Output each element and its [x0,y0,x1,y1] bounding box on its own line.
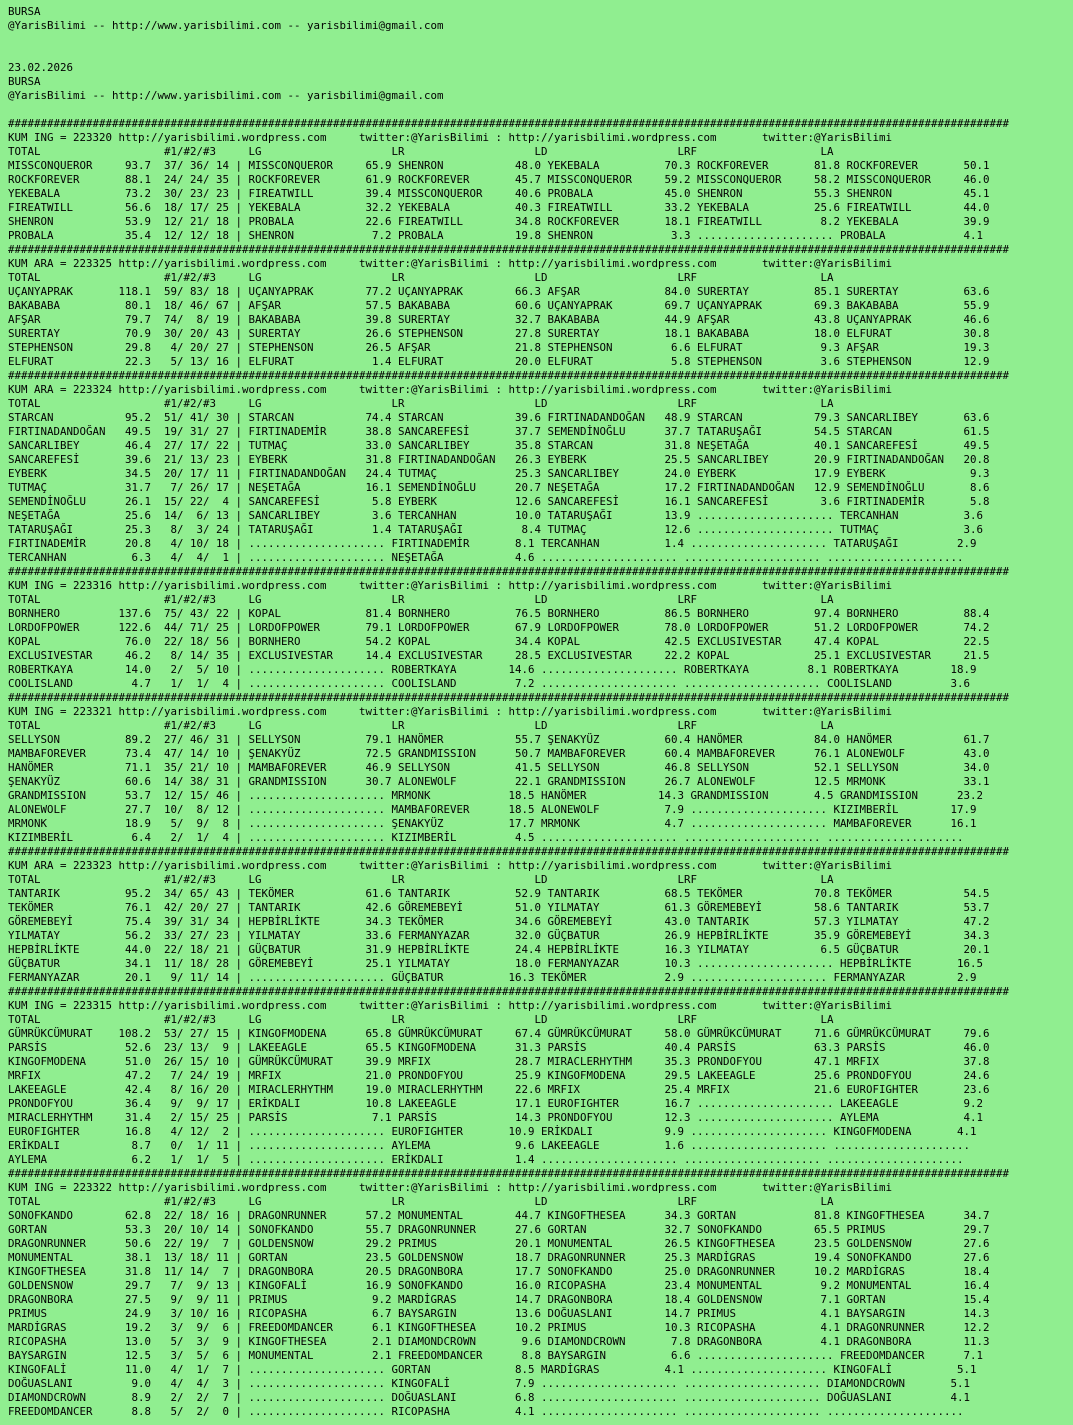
column-header: TOTAL #1/#2/#3 LG LR LD LRF LA [8,145,834,158]
report-line: ERİKDALI 8.7 0/ 1/ 11 | ..................... AYLEMA 9.6 LAKEEAGLE 1.6 ..................... ..................... [8,1139,971,1152]
report-line: MRMONK 18.9 5/ 9/ 8 | ..................... ŞENAKYÜZ 17.7 MRMONK 4.7 ..................... MAMBAFOREVER 16.1 [8,817,977,830]
report-line: KINGOFMODENA 51.0 26/ 15/ 10 | GÜMRÜKCÜMURAT 39.9 MRFIX 28.7 MIRACLERHYTHM 35.3 PRONDOFYOU 47.1 MRFIX 37.8 [8,1055,990,1068]
report-line: ŞENAKYÜZ 60.6 14/ 38/ 31 | GRANDMISSION 30.7 ALONEWOLF 22.1 GRANDMISSION 26.7 ALONEWOLF 12.5 MRMONK 33.1 [8,775,990,788]
race-header: KUM ING = 223316 http://yarisbilimi.wordpress.com twitter:@YarisBilimi : http://yarisbilimi.wordpress.com twitter:@YarisBilimi [8,579,893,592]
report-line: FIREATWILL 56.6 18/ 17/ 25 | YEKEBALA 32.2 YEKEBALA 40.3 FIREATWILL 33.2 YEKEBALA 25.6 FIREATWILL 44.0 [8,201,990,214]
report-line: DIAMONDCROWN 8.9 2/ 2/ 7 | ..................... DOĞUASLANI 6.8 ..................... ..................... DOĞUASLANI 4.1 [8,1391,971,1404]
report-line: BORNHERO 137.6 75/ 43/ 22 | KOPAL 81.4 BORNHERO 76.5 BORNHERO 86.5 BORNHERO 97.4 BORNHERO 88.4 [8,607,990,620]
report-line: EYBERK 34.5 20/ 17/ 11 | FIRTINADANDOĞAN 24.4 TUTMAÇ 25.3 SANCARLIBEY 24.0 EYBERK 17.9 EYBERK 9.3 [8,467,990,480]
column-header: TOTAL #1/#2/#3 LG LR LD LRF LA [8,873,834,886]
report-line: EUROFIGHTER 16.8 4/ 12/ 2 | ..................... EUROFIGHTER 10.9 ERİKDALI 9.9 ..................... KINGOFMODENA 4.1 [8,1125,977,1138]
report-line: SANCARLIBEY 46.4 27/ 17/ 22 | TUTMAÇ 33.0 SANCARLIBEY 35.8 STARCAN 31.8 NEŞETAĞA 40.1 SANCAREFESİ 49.5 [8,439,990,452]
report-line: SHENRON 53.9 12/ 21/ 18 | PROBALA 22.6 FIREATWILL 34.8 ROCKFOREVER 18.1 FIREATWILL 8.2 YEKEBALA 39.9 [8,215,990,228]
report-line: GOLDENSNOW 29.7 7/ 9/ 13 | KINGOFALİ 16.9 SONOFKANDO 16.0 RICOPASHA 23.4 MONUMENTAL 9.2 MONUMENTAL 16.4 [8,1279,990,1292]
report-line: MONUMENTAL 38.1 13/ 18/ 11 | GORTAN 23.5 GOLDENSNOW 18.7 DRAGONRUNNER 25.3 MARDİGRAS 19.4 SONOFKANDO 27.6 [8,1251,990,1264]
report-line: PRONDOFYOU 36.4 9/ 9/ 17 | ERİKDALI 10.8 LAKEEAGLE 17.1 EUROFIGHTER 16.7 ..................... LAKEEAGLE 9.2 [8,1097,984,1110]
report-line: BAYSARGIN 12.5 3/ 5/ 6 | MONUMENTAL 2.1 FREEDOMDANCER 8.8 BAYSARGIN 6.6 ..................... FREEDOMDANCER 7.1 [8,1349,984,1362]
report-line: FIRTINADEMİR 20.8 4/ 10/ 18 | ..................... FIRTINADEMİR 8.1 TERCANHAN 1.4 ..................... TATARUŞAĞI 2.9 [8,537,977,550]
report-line: YEKEBALA 73.2 30/ 23/ 23 | FIREATWILL 39.4 MISSCONQUEROR 40.6 PROBALA 45.0 SHENRON 55.3 SHENRON 45.1 [8,187,990,200]
report-line: RICOPASHA 13.0 5/ 3/ 9 | KINGOFTHESEA 2.1 DIAMONDCROWN 9.6 DIAMONDCROWN 7.8 DRAGONBORA 4.1 DRAGONBORA 11.3 [8,1335,990,1348]
report-line: KOPAL 76.0 22/ 18/ 56 | BORNHERO 54.2 KOPAL 34.4 KOPAL 42.5 EXCLUSIVESTAR 47.4 KOPAL 22.5 [8,635,990,648]
column-header: TOTAL #1/#2/#3 LG LR LD LRF LA [8,1013,834,1026]
report-line: MISSCONQUEROR 93.7 37/ 36/ 14 | MISSCONQUEROR 65.9 SHENRON 48.0 YEKEBALA 70.3 ROCKFOREVER 81.8 ROCKFOREVER 50.1 [8,159,990,172]
race-header: KUM ING = 223322 http://yarisbilimi.wordpress.com twitter:@YarisBilimi : http://yarisbilimi.wordpress.com twitter:@YarisBilimi [8,1181,893,1194]
report-line: TEKÖMER 76.1 42/ 20/ 27 | TANTARIK 42.6 GÖREMEBEYİ 51.0 YILMATAY 61.3 GÖREMEBEYİ 58.6 TANTARIK 53.7 [8,901,990,914]
report-line: AYLEMA 6.2 1/ 1/ 5 | ..................... ERİKDALI 1.4 ..................... ..................... ..................... [8,1153,964,1166]
report-line: PRIMUS 24.9 3/ 10/ 16 | RICOPASHA 6.7 BAYSARGIN 13.6 DOĞUASLANI 14.7 PRIMUS 4.1 BAYSARGIN 14.3 [8,1307,990,1320]
report-line: DOĞUASLANI 9.0 4/ 4/ 3 | ..................... KINGOFALİ 7.9 ..................... ..................... DIAMONDCROWN 5.1 [8,1377,971,1390]
report-line: TERCANHAN 6.3 4/ 4/ 1 | ..................... NEŞETAĞA 4.6 ..................... ..................... ..................... [8,551,964,564]
report-line: TATARUŞAĞI 25.3 8/ 3/ 24 | TATARUŞAĞI 1.4 TATARUŞAĞI 8.4 TUTMAÇ 12.6 ..................... TUTMAÇ 3.6 [8,523,984,536]
report-line: FERMANYAZAR 20.1 9/ 11/ 14 | ..................... GÜÇBATUR 16.3 TEKÖMER 2.9 ..................... FERMANYAZAR 2.9 [8,971,977,984]
blank-line [8,47,1073,61]
report-line: SURERTAY 70.9 30/ 20/ 43 | SURERTAY 26.6 STEPHENSON 27.8 SURERTAY 18.1 BAKABABA 18.0 ELFURAT 30.8 [8,327,990,340]
report-line: TUTMAÇ 31.7 7/ 26/ 17 | NEŞETAĞA 16.1 SEMENDİNOĞLU 20.7 NEŞETAĞA 17.2 FIRTINADANDOĞAN 12.9 SEMENDİNOĞLU 8.6 [8,481,990,494]
report-line: ELFURAT 22.3 5/ 13/ 16 | ELFURAT 1.4 ELFURAT 20.0 ELFURAT 5.8 STEPHENSON 3.6 STEPHENSON 12.9 [8,355,990,368]
report-line: ROCKFOREVER 88.1 24/ 24/ 35 | ROCKFOREVER 61.9 ROCKFOREVER 45.7 MISSCONQUEROR 59.2 MISSCONQUEROR 58.2 MISSCONQUEROR 46.0 [8,173,990,186]
report-line: GÖREMEBEYİ 75.4 39/ 31/ 34 | HEPBİRLİKTE 34.3 TEKÖMER 34.6 GÖREMEBEYİ 43.0 TANTARIK 57.3 YILMATAY 47.2 [8,915,990,928]
report-line: BURSA [8,5,41,18]
race-header: KUM ARA = 223323 http://yarisbilimi.wordpress.com twitter:@YarisBilimi : http://yarisbilimi.wordpress.com twitter:@YarisBilimi [8,859,893,872]
report-line: SONOFKANDO 62.8 22/ 18/ 16 | DRAGONRUNNER 57.2 MONUMENTAL 44.7 KINGOFTHESEA 34.3 GORTAN 81.8 KINGOFTHESEA 34.7 [8,1209,990,1222]
report-line: GORTAN 53.3 20/ 10/ 14 | SONOFKANDO 55.7 DRAGONRUNNER 27.6 GORTAN 32.7 SONOFKANDO 65.5 PRIMUS 29.7 [8,1223,990,1236]
report-line: SANCAREFESİ 39.6 21/ 13/ 23 | EYBERK 31.8 FIRTINADANDOĞAN 26.3 EYBERK 25.5 SANCARLIBEY 20.9 FIRTINADANDOĞAN 20.8 [8,453,990,466]
column-header: TOTAL #1/#2/#3 LG LR LD LRF LA [8,271,834,284]
report-line: ALONEWOLF 27.7 10/ 8/ 12 | ..................... MAMBAFOREVER 18.5 ALONEWOLF 7.9 ..................... KIZIMBERİL 17.9 [8,803,977,816]
report-line: 23.02.2026 [8,61,74,74]
report-line: LORDOFPOWER 122.6 44/ 71/ 25 | LORDOFPOWER 79.1 LORDOFPOWER 67.9 LORDOFPOWER 78.0 LORDOFPOWER 51.2 LORDOFPOWER 74.2 [8,621,990,634]
section-divider: ########################################################################################################################################################## [8,985,1010,998]
blank-line [8,33,1073,47]
report-line: EXCLUSIVESTAR 46.2 8/ 14/ 35 | EXCLUSIVESTAR 14.4 EXCLUSIVESTAR 28.5 EXCLUSIVESTAR 22.2 KOPAL 25.1 EXCLUSIVESTAR 21.5 [8,649,990,662]
report-line: MIRACLERHYTHM 31.4 2/ 15/ 25 | PARSİS 7.1 PARSİS 14.3 PRONDOFYOU 12.3 ..................... AYLEMA 4.1 [8,1111,984,1124]
report-line: FIRTINADANDOĞAN 49.5 19/ 31/ 27 | FIRTINADEMİR 38.8 SANCAREFESİ 37.7 SEMENDİNOĞLU 37.7 TATARUŞAĞI 54.5 STARCAN 61.5 [8,425,990,438]
section-divider: ########################################################################################################################################################## [8,117,1010,130]
race-header: KUM ARA = 223324 http://yarisbilimi.wordpress.com twitter:@YarisBilimi : http://yarisbilimi.wordpress.com twitter:@YarisBilimi [8,383,893,396]
report-line: GÜÇBATUR 34.1 11/ 18/ 28 | GÖREMEBEYİ 25.1 YILMATAY 18.0 FERMANYAZAR 10.3 ..................... HEPBİRLİKTE 16.5 [8,957,984,970]
report-line: MARDİGRAS 19.2 3/ 9/ 6 | FREEDOMDANCER 6.1 KINGOFTHESEA 10.2 PRIMUS 10.3 RICOPASHA 4.1 DRAGONRUNNER 12.2 [8,1321,990,1334]
report-line: PROBALA 35.4 12/ 12/ 18 | SHENRON 7.2 PROBALA 19.8 SHENRON 3.3 ..................... PROBALA 4.1 [8,229,984,242]
report-line: YILMATAY 56.2 33/ 27/ 23 | YILMATAY 33.6 FERMANYAZAR 32.0 GÜÇBATUR 26.9 HEPBİRLİKTE 35.9 GÖREMEBEYİ 34.3 [8,929,990,942]
report-line: @YarisBilimi -- http://www.yarisbilimi.com -- yarisbilimi@gmail.com [8,89,444,102]
report-line: NEŞETAĞA 25.6 14/ 6/ 13 | SANCARLIBEY 3.6 TERCANHAN 10.0 TATARUŞAĞI 13.9 ..................... TERCANHAN 3.6 [8,509,984,522]
blank-line [8,103,1073,117]
column-header: TOTAL #1/#2/#3 LG LR LD LRF LA [8,397,834,410]
report-line: KINGOFTHESEA 31.8 11/ 14/ 7 | DRAGONBORA 20.5 DRAGONBORA 17.7 SONOFKANDO 25.0 DRAGONRUNNER 10.2 MARDİGRAS 18.4 [8,1265,990,1278]
race-header: KUM ING = 223321 http://yarisbilimi.wordpress.com twitter:@YarisBilimi : http://yarisbilimi.wordpress.com twitter:@YarisBilimi [8,705,893,718]
report-line: STARCAN 95.2 51/ 41/ 30 | STARCAN 74.4 STARCAN 39.6 FIRTINADANDOĞAN 48.9 STARCAN 79.3 SANCARLIBEY 63.6 [8,411,990,424]
section-divider: ########################################################################################################################################################## [8,1167,1010,1180]
report-line: HANÖMER 71.1 35/ 21/ 10 | MAMBAFOREVER 46.9 SELLYSON 41.5 SELLYSON 46.8 SELLYSON 52.1 SELLYSON 34.0 [8,761,990,774]
report-line: BURSA [8,75,41,88]
section-divider: ########################################################################################################################################################## [8,691,1010,704]
report-line: COOLISLAND 4.7 1/ 1/ 4 | ..................... COOLISLAND 7.2 ..................... ..................... COOLISLAND 3.6 [8,677,971,690]
section-divider: ########################################################################################################################################################## [8,565,1010,578]
report-line: @YarisBilimi -- http://www.yarisbilimi.com -- yarisbilimi@gmail.com [8,19,444,32]
report-line: UÇANYAPRAK 118.1 59/ 83/ 18 | UÇANYAPRAK 77.2 UÇANYAPRAK 66.3 AFŞAR 84.0 SURERTAY 85.1 SURERTAY 63.6 [8,285,990,298]
report-line: SEMENDİNOĞLU 26.1 15/ 22/ 4 | SANCAREFESİ 5.8 EYBERK 12.6 SANCAREFESİ 16.1 SANCAREFESİ 3.6 FIRTINADEMİR 5.8 [8,495,990,508]
report-line: LAKEEAGLE 42.4 8/ 16/ 20 | MIRACLERHYTHM 19.0 MIRACLERHYTHM 22.6 MRFIX 25.4 MRFIX 21.6 EUROFIGHTER 23.6 [8,1083,990,1096]
report-line: DRAGONBORA 27.5 9/ 9/ 11 | PRIMUS 9.2 MARDİGRAS 14.7 DRAGONBORA 18.4 GOLDENSNOW 7.1 GORTAN 15.4 [8,1293,990,1306]
report-line: GRANDMISSION 53.7 12/ 15/ 46 | ..................... MRMONK 18.5 HANÖMER 14.3 GRANDMISSION 4.5 GRANDMISSION 23.2 [8,789,984,802]
report-line: KIZIMBERİL 6.4 2/ 1/ 4 | ..................... KIZIMBERİL 4.5 ..................... ..................... ..................... [8,831,964,844]
race-header: KUM ING = 223315 http://yarisbilimi.wordpress.com twitter:@YarisBilimi : http://yarisbilimi.wordpress.com twitter:@YarisBilimi [8,999,893,1012]
race-header: KUM ING = 223320 http://yarisbilimi.wordpress.com twitter:@YarisBilimi : http://yarisbilimi.wordpress.com twitter:@YarisBilimi [8,131,893,144]
report-line: MAMBAFOREVER 73.4 47/ 14/ 10 | ŞENAKYÜZ 72.5 GRANDMISSION 50.7 MAMBAFOREVER 60.4 MAMBAFOREVER 76.1 ALONEWOLF 43.0 [8,747,990,760]
report-line: STEPHENSON 29.8 4/ 20/ 27 | STEPHENSON 26.5 AFŞAR 21.8 STEPHENSON 6.6 ELFURAT 9.3 AFŞAR 19.3 [8,341,990,354]
report-line: PARSİS 52.6 23/ 13/ 9 | LAKEEAGLE 65.5 KINGOFMODENA 31.3 PARSİS 40.4 PARSİS 63.3 PARSİS 46.0 [8,1041,990,1054]
report-line: KINGOFALİ 11.0 4/ 1/ 7 | ..................... GORTAN 8.5 MARDİGRAS 4.1 ..................... KINGOFALİ 5.1 [8,1363,977,1376]
section-divider: ########################################################################################################################################################## [8,845,1010,858]
report-line: ROBERTKAYA 14.0 2/ 5/ 10 | ..................... ROBERTKAYA 14.6 ..................... ROBERTKAYA 8.1 ROBERTKAYA 18.9 [8,663,977,676]
report-line: TANTARIK 95.2 34/ 65/ 43 | TEKÖMER 61.6 TANTARIK 52.9 TANTARIK 68.5 TEKÖMER 70.8 TEKÖMER 54.5 [8,887,990,900]
column-header: TOTAL #1/#2/#3 LG LR LD LRF LA [8,719,834,732]
report-line: HEPBİRLİKTE 44.0 22/ 18/ 21 | GÜÇBATUR 31.9 HEPBİRLİKTE 24.4 HEPBİRLİKTE 16.3 YILMATAY 6.5 GÜÇBATUR 20.1 [8,943,990,956]
section-divider: ########################################################################################################################################################## [8,243,1010,256]
report-line: GÜMRÜKCÜMURAT 108.2 53/ 27/ 15 | KINGOFMODENA 65.8 GÜMRÜKCÜMURAT 67.4 GÜMRÜKCÜMURAT 58.0 GÜMRÜKCÜMURAT 71.6 GÜMRÜKCÜMURAT 79.6 [8,1027,990,1040]
report-line: FREEDOMDANCER 8.8 5/ 2/ 0 | ..................... RICOPASHA 4.1 ..................... ..................... ..................... [8,1405,964,1418]
section-divider: ########################################################################################################################################################## [8,369,1010,382]
report-line: SELLYSON 89.2 27/ 46/ 31 | SELLYSON 79.1 HANÖMER 55.7 ŞENAKYÜZ 60.4 HANÖMER 84.0 HANÖMER 61.7 [8,733,990,746]
report-line: BAKABABA 80.1 18/ 46/ 67 | AFŞAR 57.5 BAKABABA 60.6 UÇANYAPRAK 69.7 UÇANYAPRAK 69.3 BAKABABA 55.9 [8,299,990,312]
column-header: TOTAL #1/#2/#3 LG LR LD LRF LA [8,1195,834,1208]
report-line: DRAGONRUNNER 50.6 22/ 19/ 7 | GOLDENSNOW 29.2 PRIMUS 20.1 MONUMENTAL 26.5 KINGOFTHESEA 23.5 GOLDENSNOW 27.6 [8,1237,990,1250]
report-line: MRFIX 47.2 7/ 24/ 19 | MRFIX 21.0 PRONDOFYOU 25.9 KINGOFMODENA 29.5 LAKEEAGLE 25.6 PRONDOFYOU 24.6 [8,1069,990,1082]
report-line: AFŞAR 79.7 74/ 8/ 19 | BAKABABA 39.8 SURERTAY 32.7 BAKABABA 44.9 AFŞAR 43.8 UÇANYAPRAK 46.6 [8,313,990,326]
race-header: KUM ARA = 223325 http://yarisbilimi.wordpress.com twitter:@YarisBilimi : http://yarisbilimi.wordpress.com twitter:@YarisBilimi [8,257,893,270]
column-header: TOTAL #1/#2/#3 LG LR LD LRF LA [8,593,834,606]
